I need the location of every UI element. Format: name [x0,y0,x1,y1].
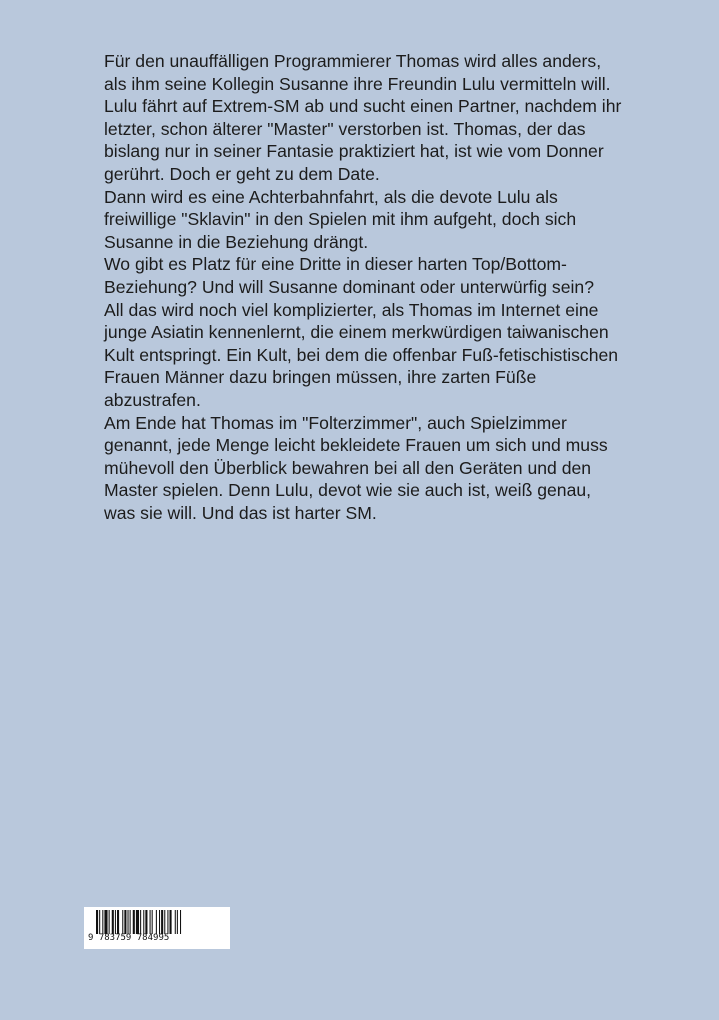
barcode-bar [136,910,139,934]
barcode-digits: 9 783759 784995 [88,933,170,943]
blurb-paragraph-4: All das wird noch viel komplizierter, als Thomas im Internet eine junge Asiatin kennenlernt, die einem merkwürdigen taiwanischen Kult entspringt. Ein Kult, bei dem die offenbar Fuß-fetischistischen Frauen Männer dazu bringen müssen, ihre zarten Füße abzustrafen. [104,299,619,410]
barcode-bar [130,910,131,934]
barcode-bar [104,910,107,934]
barcode-bar [96,910,98,934]
barcode-bars [88,910,228,934]
barcode-bar [128,910,129,934]
isbn-barcode [84,907,230,949]
barcode-bar [102,910,103,934]
barcode-bar [152,910,153,934]
barcode-bar [117,910,119,934]
barcode-bar [180,910,181,934]
barcode-bar [115,910,116,934]
barcode-bar [164,910,165,934]
barcode-bar [112,910,114,934]
blurb-paragraph-2: Dann wird es eine Achterbahnfahrt, als die devote Lulu als freiwillige "Sklavin" in den Spielen mit ihm aufgeht, doch sich Susanne in die Beziehung drängt. [104,186,577,252]
barcode-bar [109,910,110,934]
barcode-bar [177,910,178,934]
barcode-bar [145,910,147,934]
barcode-bar [143,910,144,934]
back-cover-blurb [104,50,624,524]
barcode-bar [150,910,151,934]
barcode-bar [156,910,157,934]
barcode-bar [133,910,135,934]
barcode-bar [175,910,176,934]
barcode-bar [159,910,160,934]
barcode-bar [140,910,141,934]
blurb-paragraph-5: Am Ende hat Thomas im "Folterzimmer", auch Spielzimmer genannt, jede Menge leicht bekleidete Frauen um sich und muss mühevoll den Überblick bewahren bei all den Geräten und den Master spielen. Denn Lulu, devot wie sie auch ist, weiß genau, was sie will. Und das ist harter SM. [104,412,608,523]
blurb-paragraph-1: Für den unauffälligen Programmierer Thomas wird alles anders, als ihm seine Kollegin Susanne ihre Freundin Lulu vermitteln will. Lulu fährt auf Extrem-SM ab und sucht einen Partner, nachdem ihr letzter, schon älterer "Master" verstorben ist. Thomas, der das bislang nur in seiner Fantasie praktiziert hat, ist wie vom Donner gerührt. Doch er geht zu dem Date. [104,51,622,184]
barcode-bar [99,910,100,934]
barcode-bar [124,910,126,934]
barcode-bar [167,910,168,934]
blurb-paragraph-3: Wo gibt es Platz für eine Dritte in dieser harten Top/Bottom-Beziehung? Und will Susanne dominant oder unterwürfig sein? [104,254,594,297]
barcode-bar [170,910,172,934]
barcode-bar [122,910,123,934]
barcode-bar [161,910,163,934]
